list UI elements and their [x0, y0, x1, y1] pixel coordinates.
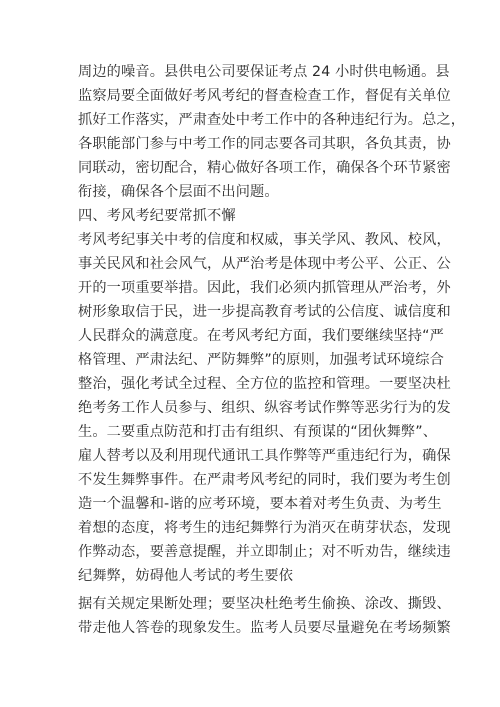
- text-line: 带走他人答卷的现象发生。监考人员要尽量避免在考场频繁: [78, 620, 451, 636]
- text-line: 各职能部门参与中考工作的同志要各司其职，各负其责，协: [78, 136, 451, 152]
- text-line: 造一个温馨和-谐的应考环境，要本着对考生负责、为考生: [78, 496, 442, 512]
- text-line: 据有关规定果断处理；要坚决杜绝考生偷换、涂改、撕毁、: [78, 596, 451, 612]
- text-line: 衔接，确保各个层面不出问题。: [78, 184, 279, 200]
- text-line: 生。二要重点防范和打击有组织、有预谋的“团伙舞弊”、: [78, 424, 438, 440]
- text-line: 不发生舞弊事件。在严肃考风考纪的同时，我们要为考生创: [78, 472, 451, 488]
- text-line: 抓好工作落实，严肃查处中考工作中的各种违纪行为。总之，: [78, 112, 466, 128]
- text-line: 作弊动态，要善意提醒，并立即制止；对不听劝告，继续违: [78, 544, 451, 560]
- text-line: 整治，强化考试全过程、全方位的监控和管理。一要坚决杜: [78, 376, 451, 392]
- text-line: 树形象取信于民，进一步提高教育考试的公信度、诚信度和: [78, 304, 451, 320]
- text-line: 同联动，密切配合，精心做好各项工作，确保各个环节紧密: [78, 160, 451, 176]
- text-line: 人民群众的满意度。在考风考纪方面，我们要继续坚持“严: [78, 328, 444, 344]
- text-line: 周边的噪音。县供电公司要保证考点 24 小时供电畅通。县: [78, 64, 450, 80]
- text-line: 雇人替考以及利用现代通讯工具作弊等严重违纪行为，确保: [78, 448, 451, 464]
- text-line: 开的一项重要举措。因此，我们必须内抓管理从严治考，外: [78, 280, 451, 296]
- text-line: 纪舞弊，妨碍他人考试的考生要依: [78, 568, 294, 584]
- section-heading: 四、考风考纪要常抓不懈: [78, 208, 236, 224]
- text-line: 监察局要全面做好考风考纪的督查检查工作，督促有关单位: [78, 88, 451, 104]
- text-line: 事关民风和社会风气，从严治考是体现中考公平、公正、公: [78, 256, 451, 272]
- text-line: 绝考务工作人员参与、组织、纵容考试作弊等恶劣行为的发: [78, 400, 451, 416]
- text-line: 考风考纪事关中考的信度和权威，事关学风、教风、校风，: [78, 232, 451, 248]
- text-line: 格管理、严肃法纪、严防舞弊”的原则，加强考试环境综合: [78, 352, 444, 368]
- text-line: 着想的态度，将考生的违纪舞弊行为消灭在萌芽状态，发现: [78, 520, 451, 536]
